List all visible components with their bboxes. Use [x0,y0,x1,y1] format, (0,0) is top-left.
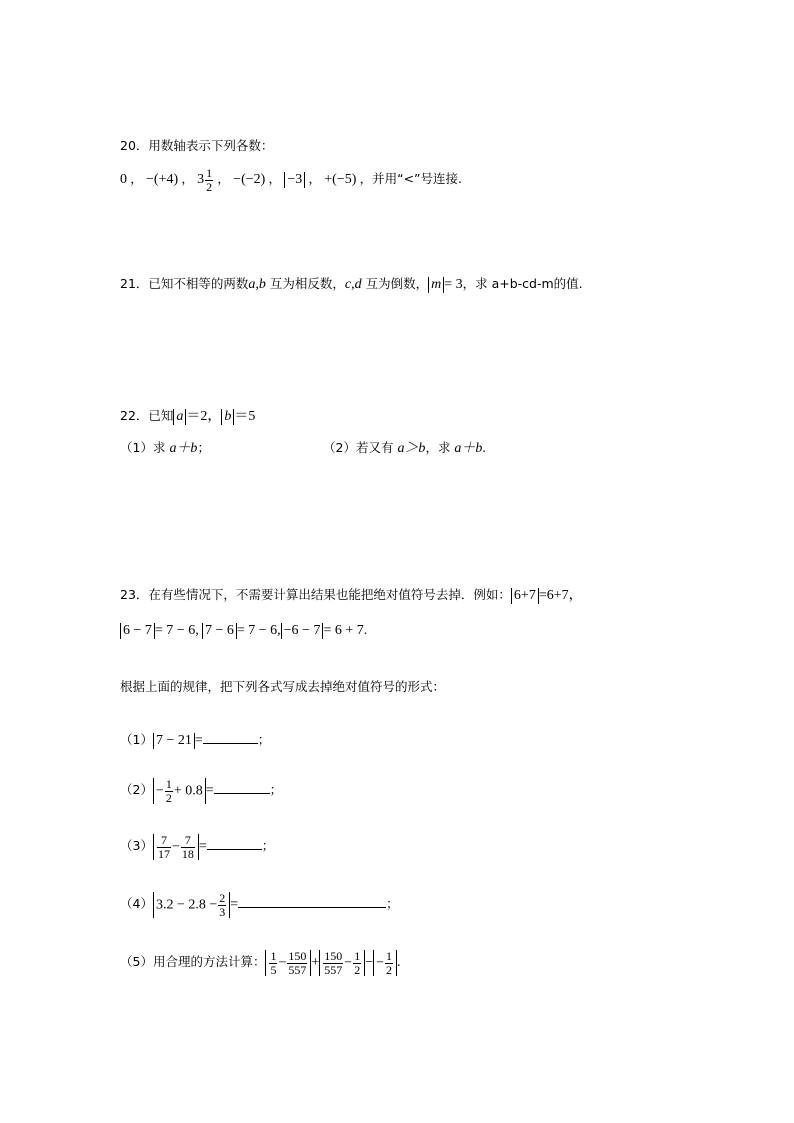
q20-n2-fraction: $\frac{1}{2}$ [206,166,213,194]
q23-examples: 6 − 7 = 7 − 6, 7 − 6 = 7 − 6, −6 − 7 = 6 + 7. [120,622,367,639]
q21-line: 21．已知不相等的两数a,b 互为相反数，c,d 互为倒数， m = 3，求 a+b-cd-m的值. [120,276,583,292]
q23-part3: （3） $\frac{7}{17}$ − $\frac{7}{18}$ = ； [120,833,275,861]
q23-p3-abs: $\frac{7}{17}$ − $\frac{7}{18}$ [153,834,199,860]
q20-n4-abs: −3 [284,172,305,189]
q20-n3: −(−2) [233,172,266,188]
q20-n1: −(+4) [146,172,179,188]
q23-stem: 23．在有些情况下，不需要计算出结果也能把绝对值符号去掉．例如： 6+7 =6+7， [120,587,583,603]
q21-cd: c,d [344,277,362,292]
q23-part2: （2） − $\frac{1}{2}$ + 0.8 = ； [120,777,283,805]
q20-stem: 20．用数轴表示下列各数： [120,138,274,153]
q23-p1-abs: 7 − 21 [153,733,195,750]
q23-p4-blank[interactable] [238,897,386,908]
q23-p2-blank[interactable] [214,783,270,794]
q23-p5-abs1: $\frac{1}{5}$ − $\frac{150}{557}$ [265,950,311,976]
q23-p5-abs2: $\frac{150}{557}$ − $\frac{1}{2}$ [319,950,365,976]
q23-p4-abs: 3.2 − 2.8 − $\frac{2}{3}$ [153,892,230,918]
q22-b-abs: b [221,409,234,426]
q23-p5-abs3: − $\frac{1}{2}$ [373,950,397,976]
q20-zero: 0 [120,172,127,188]
q23-rule: 根据上面的规律，把下列各式写成去掉绝对值符号的形式： [120,679,446,694]
q23-ex1-abs: 6+7 [511,588,539,605]
q22-part2: （2）若又有 a＞b，求 a＋b. [323,440,486,456]
q20-numbers: 0 ， −(+4) ， 3 $\frac{1}{2}$ ， −(−2) ， −3 ， +(−5) ，并用“<”号连接. [120,166,463,194]
q22-part1: （1）求 a＋b； [120,440,210,456]
q23-part5: （5）用合理的方法计算： $\frac{1}{5}$ − $\frac{150}{557}$ + $\frac{150}{557}$ − $\frac{1}{2}$ − − $\frac{1}{2}$ . [120,949,401,977]
q21-m-abs: m [428,277,444,294]
q22-a-abs: a [173,409,186,426]
q23-part1: （1） 7 − 21 = ； [120,732,271,748]
q21-ab: a,b [248,277,266,292]
q20-n5: +(−5) [324,172,357,188]
q23-part4: （4） 3.2 − 2.8 − $\frac{2}{3}$ = ； [120,891,399,919]
q23-ex3-abs: 7 − 6 [202,623,237,640]
q22-stem: 22．已知 a ＝2， b ＝5 [120,408,256,424]
q23-ex2-abs: 6 − 7 [120,623,155,640]
q20-n2-whole: 3 [197,172,205,188]
q23-p3-blank[interactable] [207,839,262,850]
q23-p2-abs: − $\frac{1}{2}$ + 0.8 [153,778,206,804]
q23-ex4-abs: −6 − 7 [281,623,324,640]
q23-p1-blank[interactable] [203,733,258,744]
q20-tail: ，并用“<”号连接. [359,171,463,187]
